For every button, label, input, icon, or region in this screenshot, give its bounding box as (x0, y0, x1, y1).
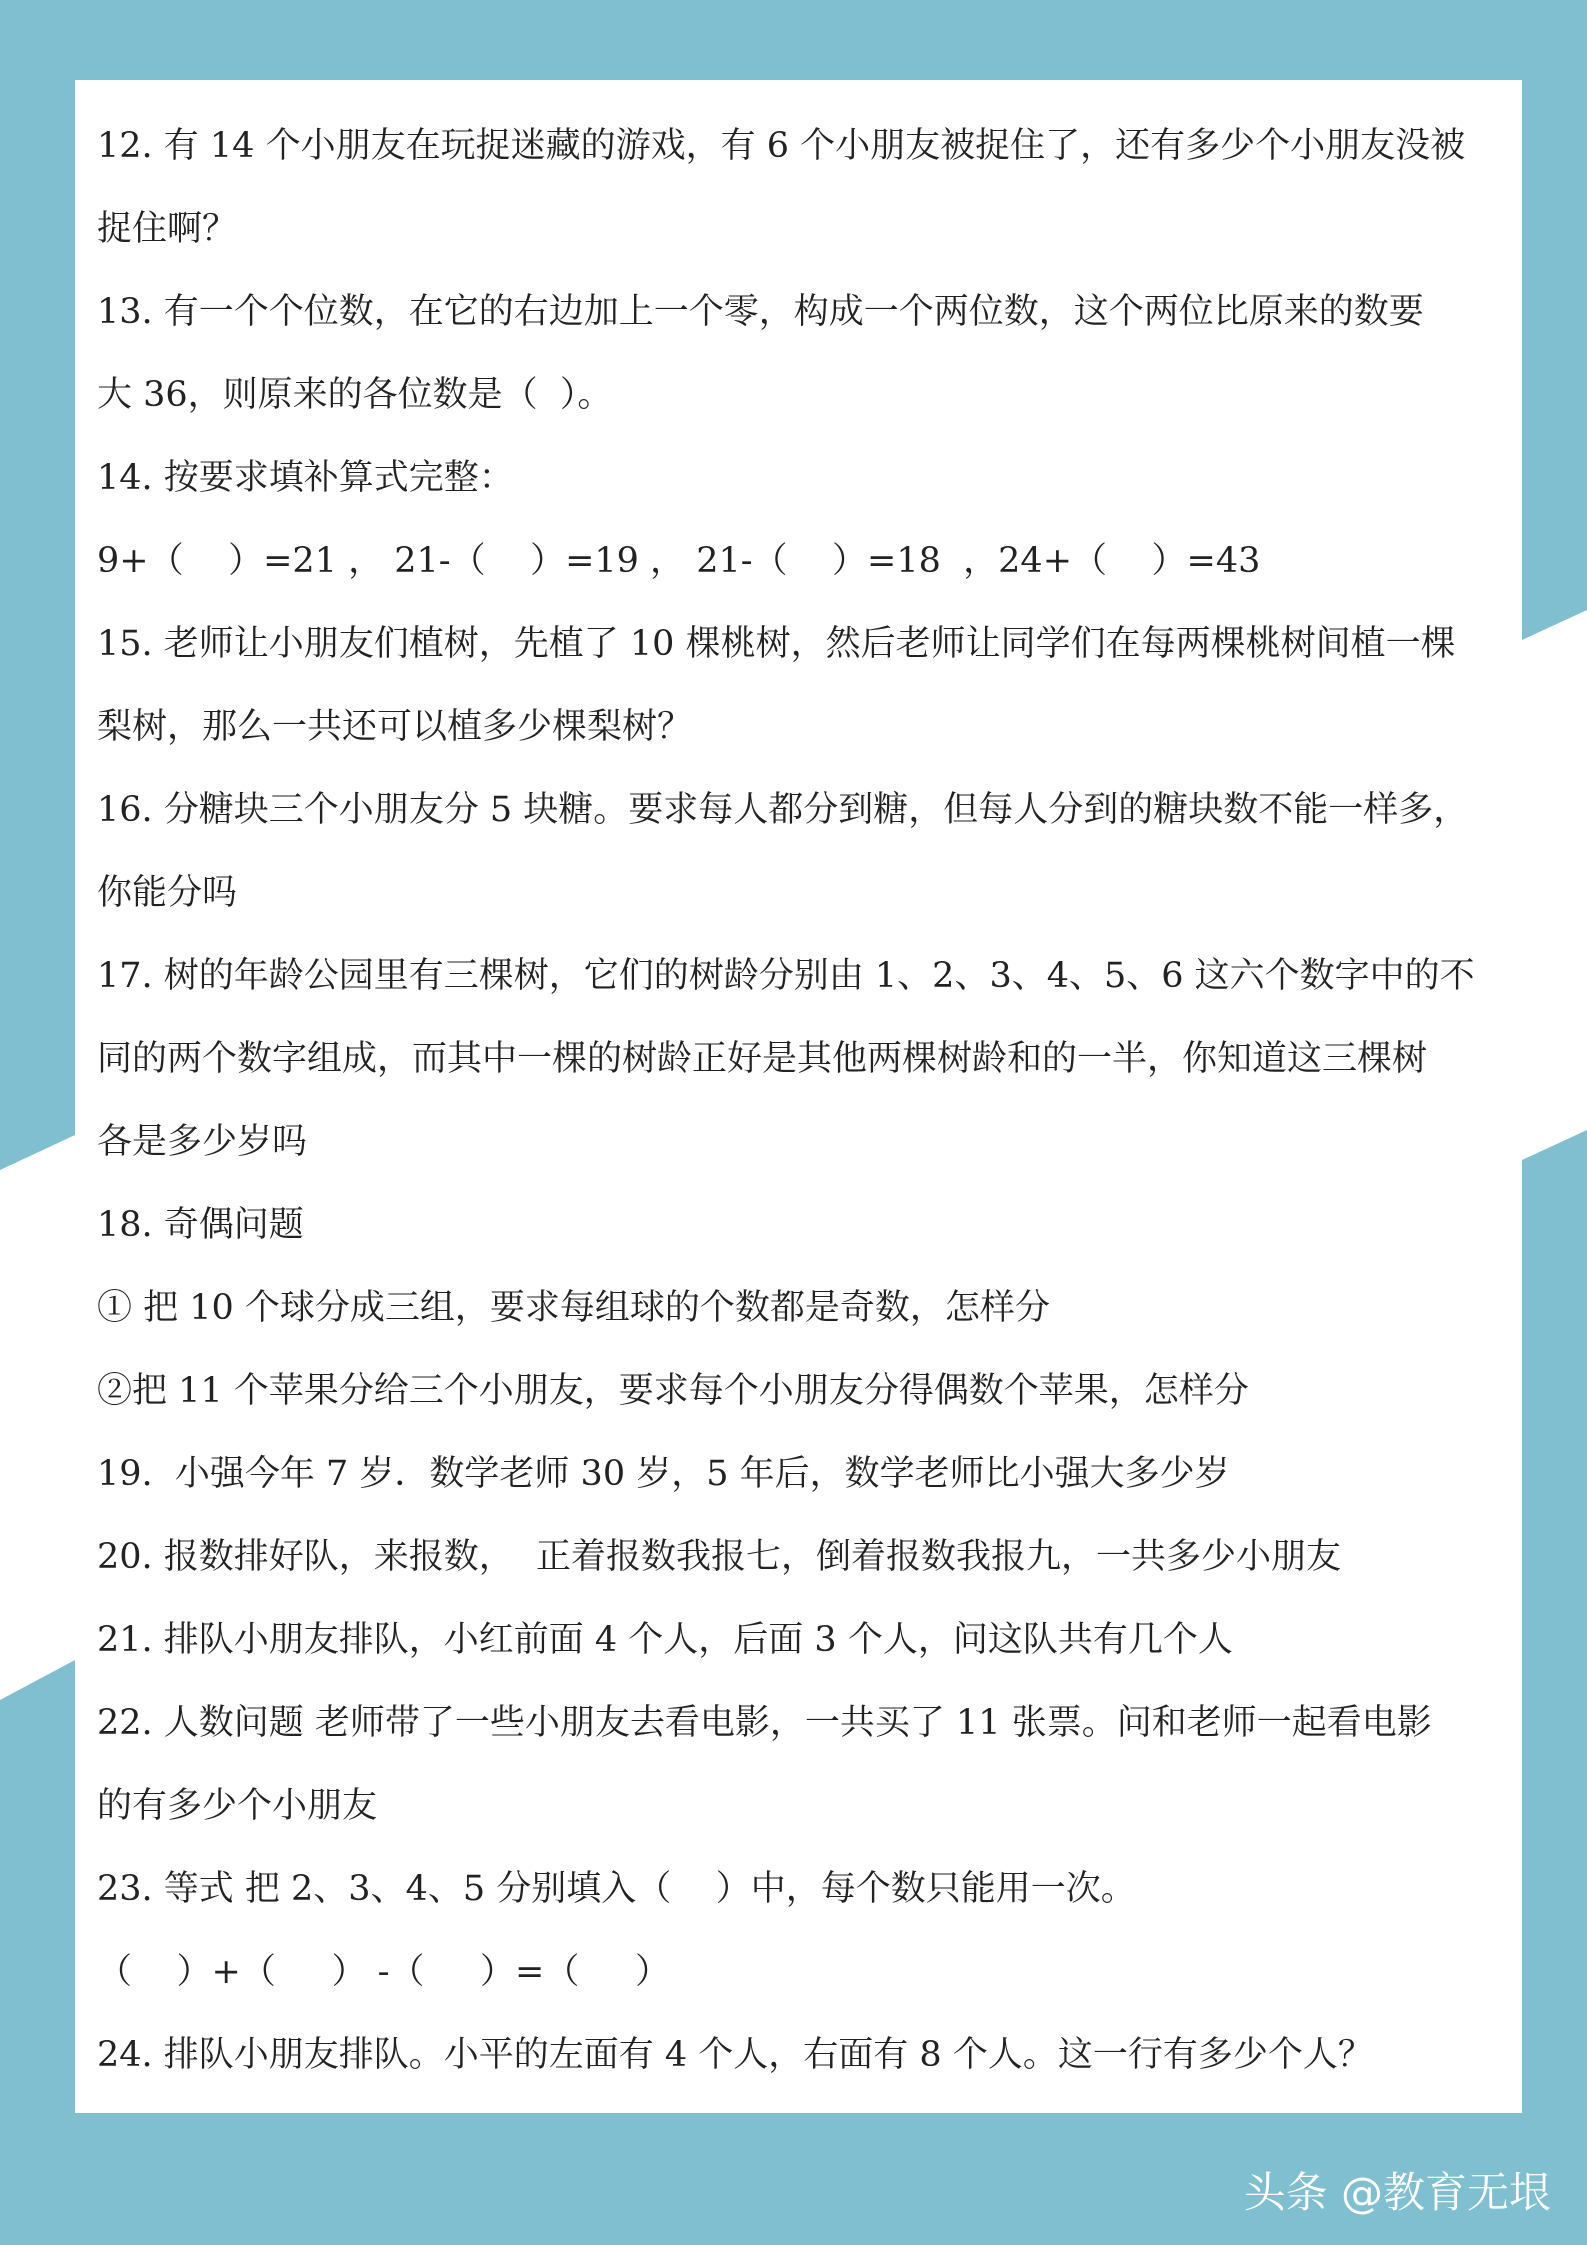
worksheet-page (75, 80, 1522, 2113)
question-18-part-2: ②把 11 个苹果分给三个小朋友，要求每个小朋友分得偶数个苹果，怎样分 (97, 1371, 1249, 1411)
question-13-line-2: 大 36，则原来的各位数是（ ）。 (97, 375, 613, 415)
question-16-line-1: 16. 分糖块三个小朋友分 5 块糖。要求每人都分到糖，但每人分到的糖块数不能一样多， (97, 790, 1469, 830)
question-18-part-1: ① 把 10 个球分成三组，要求每组球的个数都是奇数，怎样分 (97, 1288, 1050, 1328)
question-12-line-1: 12. 有 14 个小朋友在玩捉迷藏的游戏，有 6 个小朋友被捉住了，还有多少个小朋友没被 (97, 126, 1466, 166)
watermark-text: 头条 @教育无垠 (1243, 2168, 1551, 2217)
question-17-line-3: 各是多少岁吗 (97, 1122, 308, 1162)
question-14-title: 14. 按要求填补算式完整： (97, 458, 514, 498)
question-15-line-1: 15. 老师让小朋友们植树，先植了 10 棵桃树，然后老师让同学们在每两棵桃树间植一棵 (97, 624, 1456, 664)
question-20: 20. 报数排好队，来报数， 正着报数我报七，倒着报数我报九，一共多少小朋友 (97, 1537, 1342, 1577)
question-15-line-2: 梨树，那么一共还可以植多少棵梨树？ (97, 707, 693, 747)
question-13-line-1: 13. 有一个个位数，在它的右边加上一个零，构成一个两位数，这个两位比原来的数要 (97, 292, 1424, 332)
question-24: 24. 排队小朋友排队。小平的左面有 4 个人，右面有 8 个人。这一行有多少个人？ (97, 2035, 1373, 2075)
question-23-title: 23. 等式 把 2、3、4、5 分别填入（ ）中，每个数只能用一次。 (97, 1869, 1136, 1909)
question-17-line-1: 17. 树的年龄公园里有三棵树，它们的树龄分别由 1、2、3、4、5、6 这六个数字中的不 (97, 956, 1475, 996)
question-22-line-2: 的有多少个小朋友 (97, 1786, 378, 1826)
question-16-line-2: 你能分吗 (97, 873, 238, 913)
question-21: 21. 排队小朋友排队，小红前面 4 个人，后面 3 个人，问这队共有几个人 (97, 1620, 1233, 1660)
question-12-line-2: 捉住啊？ (97, 209, 238, 249)
question-19: 19. 小强今年 7 岁．数学老师 30 岁，5 年后，数学老师比小强大多少岁 (97, 1454, 1230, 1494)
question-23-equation: （ ）+（ ） -（ ）=（ ） (97, 1952, 670, 1992)
question-22-line-1: 22. 人数问题 老师带了一些小朋友去看电影，一共买了 11 张票。问和老师一起看电影 (97, 1703, 1432, 1743)
question-14-equations: 9+（ ）=21 ， 21-（ ）=19 ， 21-（ ）=18 ，24+（ ）=43 (97, 541, 1261, 581)
question-17-line-2: 同的两个数字组成，而其中一棵的树龄正好是其他两棵树龄和的一半，你知道这三棵树 (97, 1039, 1428, 1079)
question-18-title: 18. 奇偶问题 (97, 1205, 304, 1245)
